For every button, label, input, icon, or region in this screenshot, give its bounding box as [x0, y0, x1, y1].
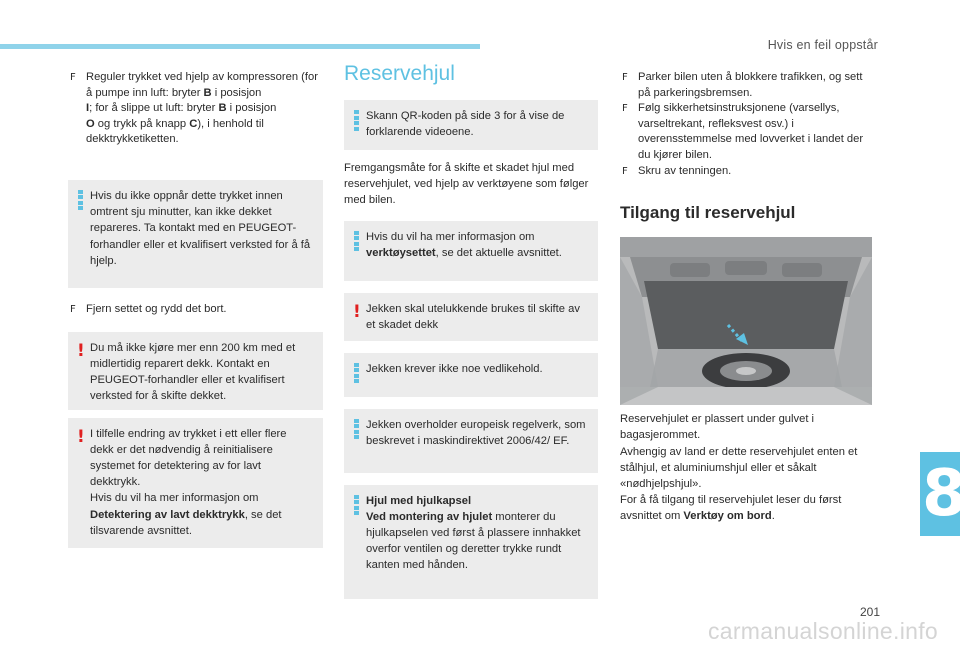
- text: Hvis du vil ha mer informasjon om: [90, 492, 259, 505]
- section-reference: Detektering av lavt dekktrykk: [90, 508, 245, 521]
- bullet-remove-kit: [68, 302, 323, 318]
- subsection-title: Tilgang til reservehjul: [620, 203, 796, 223]
- text: i posisjon: [211, 86, 262, 99]
- text: Skru av tenningen.: [638, 164, 732, 177]
- info-icon: [354, 231, 359, 251]
- warning-box-speed: [68, 332, 323, 410]
- text: For å få tilgang til reservehjulet leser du først avsnittet om: [620, 494, 842, 523]
- section-reference: verktøysettet: [366, 246, 436, 259]
- chapter-number: 8: [922, 457, 967, 531]
- paragraph-wheel-types: Avhengig av land er dette reservehjulet enten et stålhjul, et aluminiumshjul eller et såkalt «nødhjelpshjul».: [620, 445, 858, 490]
- warning-icon: !: [77, 340, 85, 361]
- text: , se det aktuelle avsnittet.: [435, 246, 562, 259]
- bullet-ignition: [620, 164, 876, 180]
- bullet-marker: F: [622, 165, 628, 177]
- text: , se det tilsvarende avsnittet.: [90, 508, 282, 537]
- text: .: [771, 510, 775, 523]
- section-reference: Verktøy om bord: [683, 510, 772, 523]
- page-number: 201: [859, 605, 880, 619]
- bullet-marker: F: [622, 103, 628, 115]
- text: ), i henhold til dekktrykketiketten.: [86, 117, 264, 146]
- position-label: I: [86, 102, 90, 115]
- text: Hvis du vil ha mer informasjon om: [366, 230, 535, 243]
- paragraph-access: [620, 492, 876, 524]
- info-text: Jekken overholder europeisk regelverk, som beskrevet i maskindirektivet 2006/42/ EF.: [366, 418, 586, 447]
- bullet-safety: [620, 101, 876, 163]
- warning-text: Du må ikke kjøre mer enn 200 km med et midlertidig reparert dekk. Kontakt en PEUGEOT-forhandler eller et kvalifisert verksted for å skifte dekket.: [90, 341, 296, 403]
- info-text: Jekken krever ikke noe vedlikehold.: [366, 362, 543, 375]
- info-icon: [78, 190, 83, 210]
- button-label: C: [189, 117, 198, 130]
- bullet-marker: F: [622, 72, 628, 83]
- info-text: [366, 229, 588, 261]
- warning-icon: !: [353, 301, 361, 322]
- bullet-park: [620, 70, 876, 101]
- box-heading: Hjul med hjulkapsel: [366, 494, 472, 507]
- paragraph-location: Reservehjulet er plassert under gulvet i bagasjerommet.: [620, 413, 815, 442]
- chapter-tab: [920, 452, 967, 536]
- text: i posisjon: [226, 102, 277, 115]
- text: og trykk på knapp: [94, 117, 190, 130]
- info-box-hubcap: [344, 485, 598, 599]
- text: Følg sikkerhetsinstruksjonene (varsellys, varseltrekant, refleksvest osv.) i overensstemmelse med lovverket i landet der du kjører bilen.: [638, 102, 864, 161]
- warning-box-reinit: [68, 418, 323, 548]
- warning-text: [90, 426, 313, 539]
- text: ; for å slippe ut luft: bryter: [89, 102, 219, 115]
- warning-text: Jekken skal utelukkende brukes til skifte av et skadet dekk: [366, 302, 580, 331]
- column-right: [620, 70, 876, 525]
- info-box-toolkit: [344, 221, 598, 281]
- info-icon: [354, 495, 359, 515]
- column-middle: [344, 62, 598, 599]
- warning-box-jack: [344, 293, 598, 341]
- text: I tilfelle endring av trykket i ett eller flere dekk er det nødvendig å reinitialisere systemet for detektering av for lavt dekktrykk.: [90, 427, 287, 489]
- text: Reguler trykket ved hjelp av kompressoren (for å pumpe inn luft: bryter: [86, 71, 318, 99]
- info-icon: [354, 363, 359, 383]
- section-title: Reservehjul: [344, 62, 455, 85]
- info-box-regulation: [344, 409, 598, 473]
- info-box-qr: [344, 100, 598, 150]
- text: Parker bilen uten å blokkere trafikken, og sett på parkeringsbremsen.: [638, 71, 863, 99]
- header-accent-bar: [0, 44, 480, 49]
- page-header-title: Hvis en feil oppstår: [767, 38, 878, 52]
- warning-icon: !: [77, 426, 85, 447]
- text: Fjern settet og rydd det bort.: [86, 302, 227, 315]
- trunk-illustration: [620, 237, 872, 405]
- watermark-text: carmanualsonline.info: [707, 618, 938, 644]
- column-left: [68, 70, 323, 548]
- info-text: [366, 493, 588, 574]
- intro-paragraph: Fremgangsmåte for å skifte et skadet hjul med reservehjulet, ved hjelp av verktøyene som følger med bilen.: [344, 162, 589, 207]
- info-icon: [354, 110, 359, 130]
- info-box-maintenance: [344, 353, 598, 397]
- bullet-marker: F: [70, 72, 76, 83]
- text: monterer du hjulkapselen ved først å plassere innhakket overfor ventilen og deretter trykke rundt kanten med hånden.: [366, 510, 581, 572]
- bullet-adjust-pressure: [68, 70, 323, 148]
- info-box-pressure: [68, 180, 323, 288]
- info-text: Skann QR-koden på side 3 for å vise de forklarende videoene.: [366, 110, 565, 139]
- switch-label: B: [203, 86, 212, 99]
- bullet-marker: F: [70, 303, 76, 315]
- emphasis: Ved montering av hjulet: [366, 510, 493, 523]
- info-text: Hvis du ikke oppnår dette trykket innen omtrent sju minutter, kan ikke dekket repareres. Ta kontakt med en PEUGEOT-forhandler eller et kvalifisert verksted for å få hjelp.: [90, 189, 311, 267]
- switch-label: B: [218, 102, 227, 115]
- position-label: O: [86, 117, 95, 130]
- info-icon: [354, 419, 359, 439]
- trunk-spare-wheel-image: [620, 237, 872, 405]
